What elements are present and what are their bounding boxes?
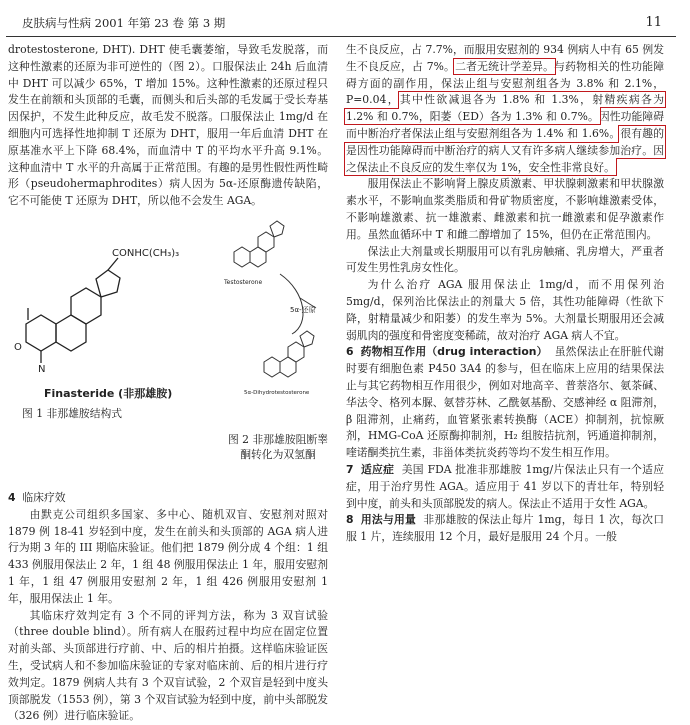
finasteride-structure bbox=[8, 212, 218, 402]
ring-b bbox=[56, 315, 86, 351]
figure-1-caption: 图 1 非那雄胺结构式 bbox=[22, 406, 123, 420]
journal-issue: 皮肤病与性病 2001 年第 23 卷 第 3 期 bbox=[22, 16, 226, 30]
running-header bbox=[6, 14, 676, 32]
left-paragraph-2: 由默克公司组织多国家、多中心、随机双盲、安慰剂对照对 1879 例 18-41 岁轻到中度，发生在前头和头顶部的 AGA 病人进行为期 3 年的 III 期临床验证。他们把 1879 例分成 4 个组：1 组 433 例服用保法止 2 年，1 组 48 例服用保法止 1 年，服用安慰剂 1 年，1 组 47 例服用安慰剂 2 年，1 组 426 例服用安慰剂 1 年，服用保法止 1 年。 bbox=[8, 507, 328, 605]
right-paragraph-4: 为什么治疗 AGA 服用保法止 1mg/d，而不用保列治 5mg/d，保列治比保法止的剂量大 5 倍，其性功能障碍（性欲下降，射精量减少和阳萎）的发生率为 5%。大剂量长期服用还会减弱肌肉的强度和骨密度变稀疏，故对治疗 AGA 病人不宜。 bbox=[346, 278, 664, 342]
right-paragraph-7: 非那雄胺的保法止每片 1mg，每日 1 次，每次口服 1 片，连续服用 12 个月，最好是服用 24 个月。一般 bbox=[346, 513, 665, 544]
left-paragraph-3: 其临床疗效判定有 3 个不同的评判方法，称为 3 双盲试验（three double blind）。所有病人在服药过程中均应在固定位置对前头部、头顶部进行疗前、中、后的相片拍摄。这样临床验证医生，受试病人和不参加临床验证的专家对临床前、后的相片进行疗效判定。1879 例病人共有 3 个双盲试验，2 个双盲是轻到中度头顶部脱发（1553 例），第 3 个双盲试验为轻到中度，前中头部脱发（326 例）进行临床验证。 bbox=[8, 608, 328, 723]
dht-label: 5α-Dihydrotestosterone bbox=[244, 389, 310, 396]
conversion-diagram bbox=[220, 212, 328, 430]
svg-text:N: N bbox=[38, 363, 46, 375]
highlight-no-difference: 二者无统计学差异。 bbox=[455, 59, 555, 73]
highlight-safety-note: 很有趣的是因性功能障碍而中断治疗的病人又有许多病人继续参加治疗。因之保法止不良反应的发生率仅为 1%，安全性非常良好。 bbox=[346, 126, 665, 174]
right-column bbox=[346, 42, 664, 546]
section-7-heading bbox=[346, 462, 664, 512]
section-8-number: 8 bbox=[346, 513, 354, 527]
amide-bond bbox=[108, 258, 118, 270]
section-8-title: 用法与用量 bbox=[360, 513, 417, 527]
section-7-number: 7 bbox=[346, 462, 354, 476]
discontinuation-text: 因性功能障碍而中断治疗者保法止组与安慰剂组各为 1.4% 和 1.6%。 bbox=[346, 110, 665, 140]
figure-1 bbox=[8, 212, 218, 402]
right-paragraph-5: 虽然保法止在肝脏代谢时要有细胞色素 P450 3A4 的参与，但在临床上应用的结果保法止与其它药物相互作用很少，例如对地高辛、普萘洛尔、氨茶碱、华法令、格列本脲、氨替芬林、乙酰氨基酚、交感神经 α 阻滞剂，β 阻滞剂，止痛药，血管紧张素转换酶（ACE）抑制剂，抗惊厥剂，HMG-CoA 还原酶抑制剂，H₂ 组胺拮抗剂，钙通道抑制剂，喹诺酮类抗生素，非甾体类抗炎药等均不发生相互作用。 bbox=[346, 345, 664, 460]
section-4-title: 临床疗效 bbox=[22, 490, 66, 504]
ring-c bbox=[71, 288, 101, 324]
right-paragraph-2: 服用保法止不影响肾上腺皮质激素、甲状腺刺激素和甲状腺激素水平，不影响血浆类脂质和骨矿物质密度，不影响雄激素受体，不影响雄激素、抗一雄激素、雌激素和抗一雌激素和促孕激素作用。虽然血循环中 T 和雌二醇增加了 15%，但仍在正常范围内。 bbox=[346, 177, 664, 241]
section-7-title: 适应症 bbox=[360, 462, 395, 476]
sexual-side-effect-text: 与药物相关的性功能障碍方面的副作用，保法止组与安慰剂组各为 3.8% 和 2.1%，P=0.04， bbox=[346, 59, 665, 107]
adverse-rate-text: 生不良反应，占 7.7%，而服用安慰剂的 934 例病人中有 65 例发生不良反应，占 7%。 bbox=[346, 43, 664, 73]
left-column bbox=[8, 42, 328, 725]
header-rule bbox=[6, 36, 676, 37]
section-4-number: 4 bbox=[8, 490, 16, 504]
section-6-heading bbox=[346, 344, 664, 462]
right-paragraph-1 bbox=[346, 42, 664, 176]
section-4-heading bbox=[8, 490, 328, 507]
right-paragraph-6: 美国 FDA 批准非那雄胺 1mg/片保法止只有一个适应症，用于治疗男性 AGA。适应用于 41 岁以下的青壮年，特别轻到中度，前头和头顶部脱发的病人。保法止不适用于女性 AGA。 bbox=[346, 462, 664, 510]
section-6-title: 药物相互作用（drug interaction） bbox=[360, 345, 548, 359]
svg-text:O: O bbox=[14, 341, 22, 353]
compound-label: Finasteride (非那雄胺) bbox=[44, 386, 173, 400]
reductase-label: 5α-还原 bbox=[290, 305, 316, 314]
figures bbox=[8, 210, 328, 490]
ring-d bbox=[96, 270, 120, 297]
ring-a bbox=[26, 315, 56, 351]
figure-2-caption: 图 2 非那雄胺阻断睾酮转化为双氢酮 bbox=[227, 432, 329, 461]
section-8-heading bbox=[346, 512, 664, 546]
section-6-number: 6 bbox=[346, 345, 354, 359]
left-paragraph-1: drotestosterone, DHT). DHT 使毛囊萎缩，导致毛发脱落，而这种性激素的还原为非可逆性的（图 2）。口服保法止 24h 后血清中 DHT 可以减少 65%，T 增加 15%。这种性激素的还原过程只发生在前额和头顶部的毛囊，而侧头和后头部的毛发属于受长寿基因保护，不发生此种反应，故毛发不脱落。口服保法止 1mg/d 在细胞内可选择性地抑制 T 还原为 DHT，服用一年后血清 DHT 在原基准水平上下降 68.4%，而血清中 T 的平均水平升高 9.1%。这种血清中 T 水平的升高属于正常范围。有趣的是男性假性两性畸形（pseudohermaphrodites）病人因为 5α-还原酶遗传缺陷，它不可能使 T 还原为 DHT，所以他不会发生 AGA。 bbox=[8, 43, 328, 208]
right-paragraph-3: 保法止大剂量或长期服用可以有乳房触痛、乳房增大，严重者可发生男性乳房女性化。 bbox=[346, 244, 664, 275]
page-number: 11 bbox=[645, 15, 662, 30]
highlight-libido-stats: 其中性欲减退各为 1.8% 和 1.3%，射精疾病各为 1.2% 和 0.7%，阳萎（ED）各为 1.3% 和 0.7%。 bbox=[346, 93, 664, 124]
figure-2 bbox=[220, 212, 328, 430]
substituent-label: CONHC(CH₃)₃ bbox=[112, 247, 180, 259]
testosterone-label: Testosterone bbox=[224, 278, 263, 286]
